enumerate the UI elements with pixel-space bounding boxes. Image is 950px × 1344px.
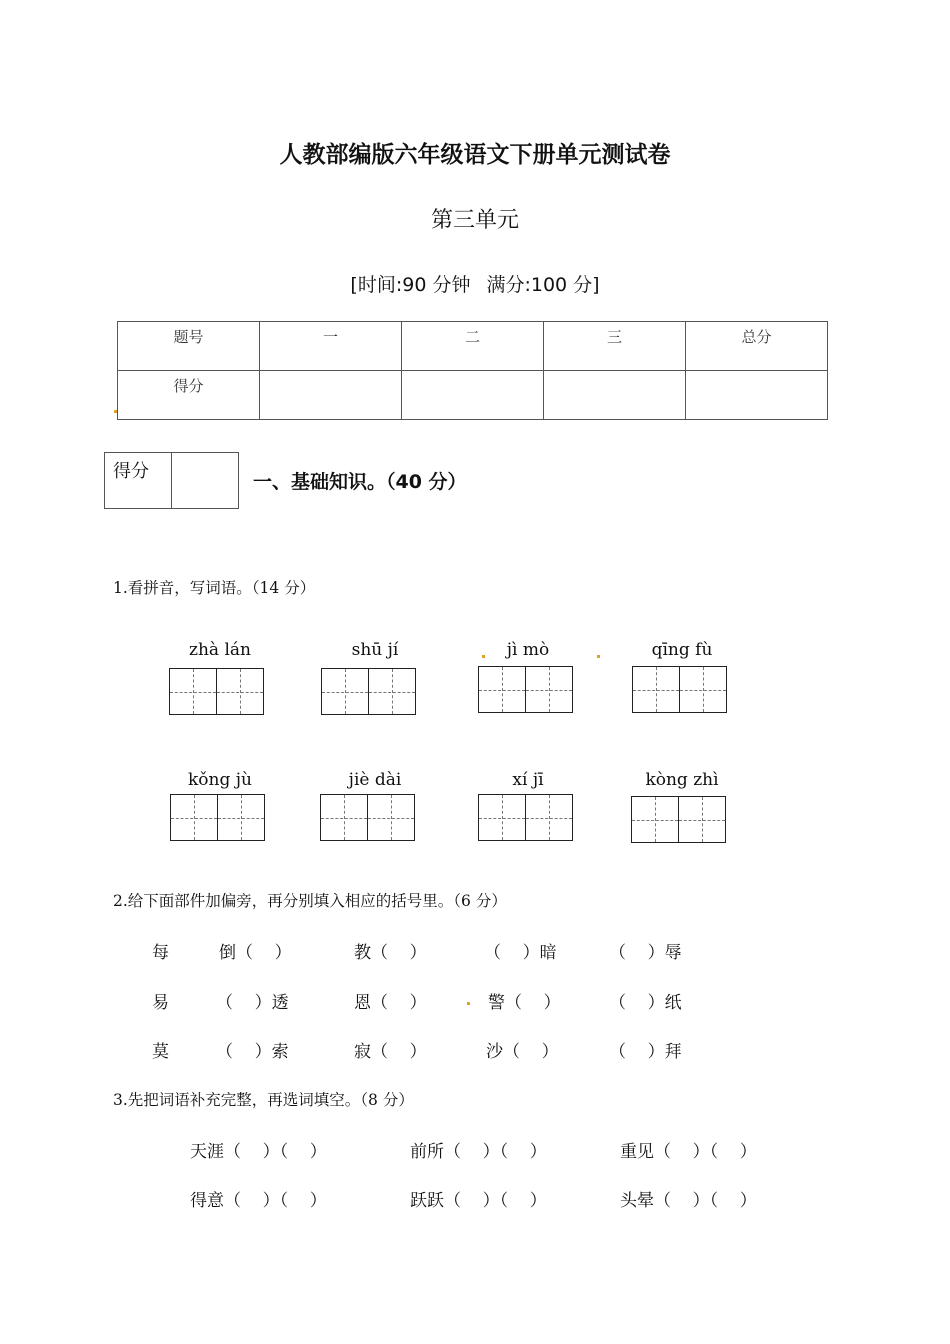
score-table-header: 三 [544,322,686,371]
fill-item[interactable]: （ ）索 [216,1042,289,1062]
idiom-fill[interactable]: 头晕（ ）（ ） [620,1191,757,1211]
radical-base: 每 [152,943,169,963]
section-score-box [104,452,239,509]
writing-grid[interactable] [632,666,726,713]
fill-item[interactable]: （ ）透 [216,993,289,1013]
pinyin-label: kǒng jù [188,770,252,790]
fill-item[interactable]: 恩（ ） [354,993,427,1013]
time-info: [时间:90 分钟 [350,274,471,296]
writing-grid[interactable] [478,794,572,841]
fill-item[interactable]: 教（ ） [354,943,427,963]
fill-item[interactable]: 倒（ ） [219,943,292,963]
idiom-fill[interactable]: 跃跃（ ）（ ） [410,1191,547,1211]
score-table-header: 题号 [118,322,260,371]
writing-grid[interactable] [321,668,415,715]
stray-mark [467,1002,470,1005]
radical-base: 莫 [152,1042,169,1062]
score-cell[interactable] [544,371,686,420]
pinyin-label: shū jí [351,640,399,660]
stray-mark [482,655,485,658]
unit-title: 第三单元 [430,208,519,233]
pinyin-label: qīng fù [651,640,713,660]
idiom-fill[interactable]: 天涯（ ）（ ） [190,1142,327,1162]
stray-mark [114,410,117,413]
question-3-label: 3.先把词语补充完整，再选词填空。（8 分） [113,1091,414,1109]
section-heading: 一、基础知识。（40 分） [253,471,467,493]
question-1-label: 1.看拼音，写词语。（14 分） [113,579,316,597]
score-cell[interactable] [402,371,544,420]
question-2-label: 2.给下面部件加偏旁，再分别填入相应的括号里。（6 分） [113,892,507,910]
idiom-fill[interactable]: 得意（ ）（ ） [190,1191,327,1211]
time-score-line [0,270,950,297]
score-table-header: 二 [402,322,544,371]
pinyin-label: zhà lán [189,640,251,660]
score-table [117,321,828,420]
score-cell[interactable] [260,371,402,420]
writing-grid[interactable] [631,796,725,843]
section-score-label: 得分 [113,461,149,482]
idiom-fill[interactable]: 重见（ ）（ ） [620,1142,757,1162]
writing-grid[interactable] [169,668,263,715]
divider [171,453,172,508]
pinyin-label: jì mò [506,640,550,660]
score-table-header: 一 [260,322,402,371]
score-table-row-label: 得分 [118,371,260,420]
page-title: 人教部编版六年级语文下册单元测试卷 [279,142,671,168]
fill-item[interactable]: 警（ ） [488,993,561,1013]
pinyin-label: jiè dài [348,770,402,790]
stray-mark [597,655,600,658]
score-table-header: 总分 [686,322,828,371]
radical-base: 易 [152,993,169,1013]
fill-item[interactable]: （ ）辱 [609,943,682,963]
score-info: 满分:100 分] [486,274,600,296]
fill-item[interactable]: （ ）拜 [609,1042,682,1062]
fill-item[interactable]: 沙（ ） [486,1042,559,1062]
writing-grid[interactable] [320,794,414,841]
pinyin-label: xí jī [512,770,544,790]
fill-item[interactable]: （ ）纸 [609,993,682,1013]
writing-grid[interactable] [170,794,264,841]
pinyin-label: kòng zhì [645,770,719,790]
score-cell[interactable] [686,371,828,420]
fill-item[interactable]: （ ）暗 [484,943,557,963]
writing-grid[interactable] [478,666,572,713]
idiom-fill[interactable]: 前所（ ）（ ） [410,1142,547,1162]
fill-item[interactable]: 寂（ ） [354,1042,427,1062]
